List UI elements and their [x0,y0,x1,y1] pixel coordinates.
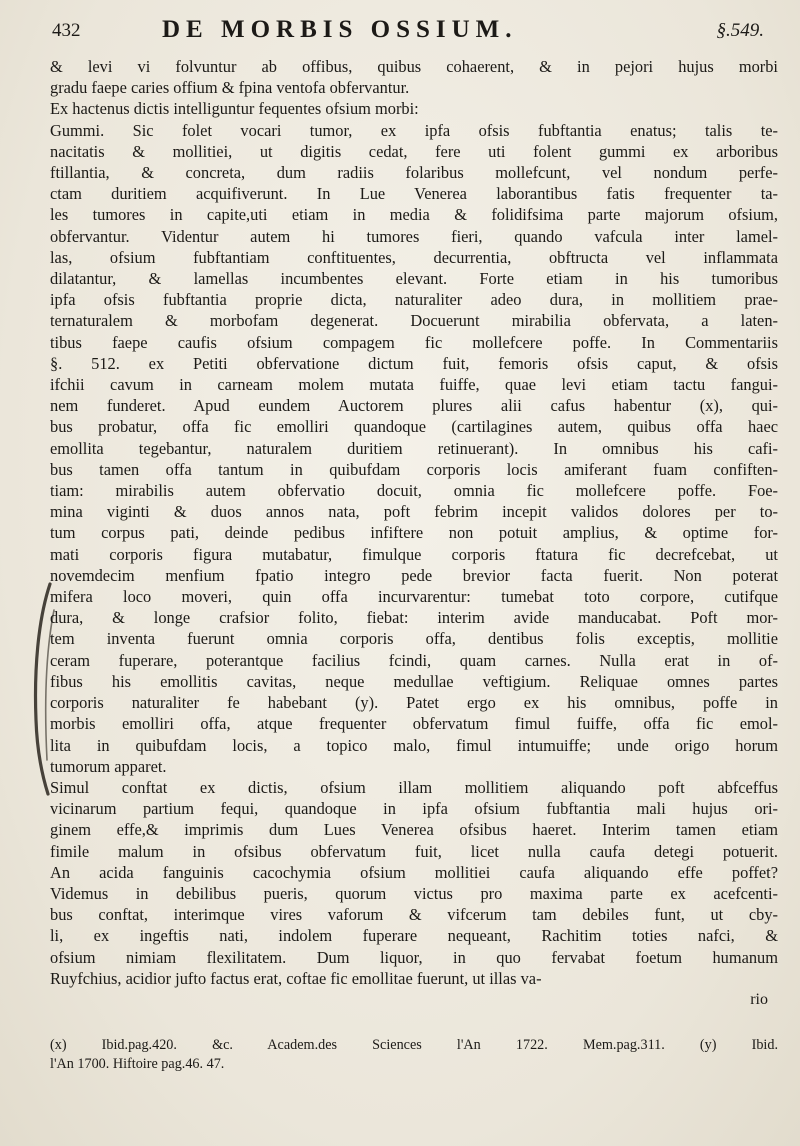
text-line: emollita tegebantur, naturalem duritiem retinuerant). In omnibus his cafi- [50,438,778,458]
text-line: Simul conftat ex dictis, ofsium illam mollitiem aliquando poft abfceffus [50,777,778,797]
text-line: tum corpus pati, deinde pedibus infiftere non potuit amplius, & optime for- [50,523,778,543]
text-line: ipfa ofsis fubftantia proprie dicta, naturaliter adeo dura, in mollitiem prae- [50,290,778,310]
text-line: obfervantur. Videntur autem hi tumores fieri, quando vafcula inter lamel- [50,226,778,246]
text-line: fibus his emollitis cavitas, neque medullae veftigium. Reliquae omnes partes [50,671,778,691]
text-line: nacitatis & mollitiei, ut digitis cedat, fere uti folent gummi ex arboribus [50,141,778,161]
text-line: mati corporis figura mutabatur, fimulque corporis ftatura fic decrefcebat, ut [50,544,778,564]
section-reference: §.549. [716,20,764,41]
text-line: ifchii cavum in carneam molem mutata fuiffe, quae levi etiam tactu fangui- [50,375,778,395]
text-line: bus conftat, interimque vires vaforum & vifcerum tam debiles funt, ut cby- [50,905,778,925]
text-line: mifera loco moveri, quin offa incurvarentur: tumebat toto corpore, cutifque [50,587,778,607]
text-line: ceram fuperare, poterantque facilius fcindi, quam carnes. Nulla erat in of- [50,650,778,670]
page-header [52,16,764,50]
text-line: tumorum apparet. [50,756,167,776]
text-line: bus probatur, offa fic emolliri quandoque (cartilagines autem, quibus offa haec [50,417,778,437]
text-line: An acida fanguinis cacochymia ofsium mollitiei caufa aliquando effe poffet? [50,862,778,882]
text-line: tiam: mirabilis autem obfervatio docuit, omnia fic mollefcere poffe. Foe- [50,481,778,501]
text-line: ginem effe,& imprimis dum Lues Venerea ofsibus haeret. Interim tamen etiam [50,820,778,840]
text-line: les tumores in capite,uti etiam in media & folidifsima parte majorum ofsium, [50,205,778,225]
text-line: novemdecim menfium fpatio integro pede brevior facta fuerit. Non poterat [50,565,778,585]
text-line: Gummi. Sic folet vocari tumor, ex ipfa ofsis fubftantia enatus; talis te- [50,120,778,140]
text-line: nem funderet. Apud eundem Auctorem plures alii cafus habentur (x), qui- [50,396,778,416]
text-line: bus tamen offa tantum in quibufdam corporis locis amiferant fuam confiften- [50,459,778,479]
text-line: ctam duritiem acquifiverunt. In Lue Venerea laborantibus fatis frequenter ta- [50,184,778,204]
text-line: fimile malum in ofsibus obfervatum fuit, licet nulla caufa detegi potuerit. [50,841,778,861]
footnote-line: l'An 1700. Hiftoire pag.46. 47. [50,1056,225,1072]
text-line: tem inventa fuerunt omnia corporis offa, dentibus folis exceptis, mollitie [50,629,778,649]
text-line: ftillantia, & concreta, dum radiis folaribus mollefcunt, vel nondum perfe- [50,163,778,183]
text-line: tibus faepe caufis ofsium compagem fic mollefcere poffe. In Commentariis [50,332,778,352]
text-line: dura, & longe crafsior folito, fiebat: interim avide manducabat. Poft mor- [50,608,778,628]
text-line: las, ofsium fubftantiam conftituentes, decurrentia, obftructa vel inflammata [50,247,778,267]
text-line: gradu faepe caries offium & fpina ventofa obfervantur. [50,78,410,98]
main-text [50,56,778,1010]
text-line: ofsium nimiam flexilitatem. Dum liquor, in quo fervabat foetum humanum [50,947,778,967]
text-line: ternaturalem & morbofam degenerat. Docuerunt mirabilia obfervata, a laten- [50,311,778,331]
catchword: rio [750,990,768,1008]
text-line: dilatantur, & lamellas incumbentes elevant. Forte etiam in his tumoribus [50,269,778,289]
text-line: morbis emolliri offa, atque frequenter obfervatum fimul fuiffe, offa fic emol- [50,714,778,734]
running-title: DE MORBIS OSSIUM. [162,16,518,43]
page-number: 432 [52,20,81,41]
text-line: vicinarum partium fequi, quandoque in ipfa ofsium fubftantia mali hujus ori- [50,799,778,819]
text-line: mina viginti & duos annos nata, poft febrim incepit validos dolores per to- [50,502,778,522]
footnote-line: (x) Ibid.pag.420. &c. Academ.des Sciences l'An 1722. Mem.pag.311. (y) Ibid. [50,1037,778,1053]
text-line: lita in quibufdam locis, a topico malo, fimul intumuiffe; unde origo horum [50,735,778,755]
text-line: §. 512. ex Petiti obfervatione dictum fuit, femoris ofsis caput, & ofsis [50,353,778,373]
text-line: Ruyfchius, acidior jufto factus erat, coftae fic emollitae fuerunt, ut illas va- [50,968,542,988]
text-line: Ex hactenus dictis intelliguntur fequentes ofsium morbi: [50,99,419,119]
text-line: Videmus in debilibus pueris, quorum victus pro maxima parte ex acefcenti- [50,883,778,903]
footnotes [50,1036,778,1074]
text-line: corporis naturaliter fe habebant (y). Patet ergo ex his omnibus, poffe in [50,693,778,713]
text-line: li, ex ingeftis nati, indolem fuperare nequeant, Rachitim toties nafci, & [50,926,778,946]
text-line: & levi vi folvuntur ab offibus, quibus cohaerent, & in pejori hujus morbi [50,57,778,76]
